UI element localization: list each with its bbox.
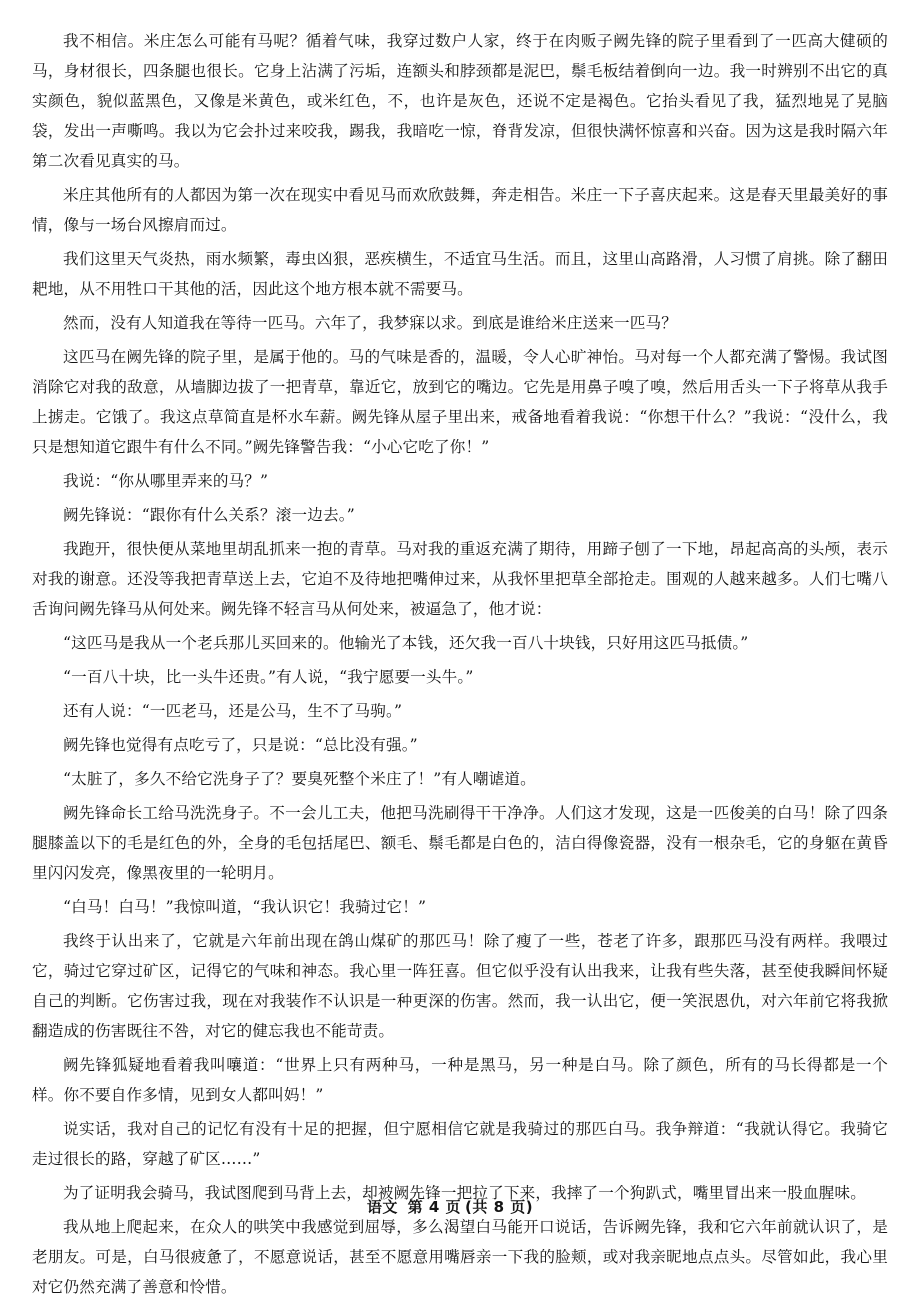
paragraph: 我说：“你从哪里弄来的马？”	[63, 472, 269, 490]
paragraph: 我从地上爬起来，在众人的哄笑中我感觉到屈辱，多么渴望白马能开口说话，告诉阙先锋，我和它六年前就认识了，是老朋友。可是，白马很疲惫了，不愿意说话，甚至不愿意用嘴唇亲一下我的脸颊，或对我亲昵地点点头。尽管如此，我心里对它仍然充满了善意和怜惜。	[32, 1218, 888, 1296]
paragraph: 我跑开，很快便从菜地里胡乱抓来一抱的青草。马对我的重返充满了期待，用蹄子刨了一下地，昂起高高的头颅，表示对我的谢意。还没等我把青草送上去，它迫不及待地把嘴伸过来，从我怀里把草全部抢走。围观的人越来越多。人们七嘴八舌询问阙先锋马从何处来。阙先锋不轻言马从何处来，被逼急了，他才说：	[32, 540, 888, 618]
page-footer	[0, 1196, 900, 1217]
footer-subject: 语文	[366, 1198, 398, 1216]
paragraph: 还有人说：“一匹老马，还是公马，生不了马驹。”	[63, 702, 403, 720]
paragraph: “一百八十块，比一头牛还贵。”有人说，“我宁愿要一头牛。”	[63, 668, 474, 686]
paragraph: 阙先锋狐疑地看着我叫嚷道：“世界上只有两种马，一种是黑马，另一种是白马。除了颜色，所有的马长得都是一个样。你不要自作多情，见到女人都叫妈！”	[32, 1056, 888, 1104]
paragraph: “太脏了，多久不给它洗身子了？要臭死整个米庄了！”有人嘲谑道。	[63, 770, 536, 788]
footer-page-total: (共 8 页)	[465, 1198, 534, 1216]
paragraph: 我不相信。米庄怎么可能有马呢？循着气味，我穿过数户人家，终于在肉贩子阙先锋的院子里看到了一匹高大健硕的马，身材很长，四条腿也很长。它身上沾满了污垢，连额头和脖颈都是泥巴，鬃毛板结着倒向一边。我一时辨别不出它的真实颜色，貌似蓝黑色，又像是米黄色，或米红色，不，也许是灰色，还说不定是褐色。它抬头看见了我，猛烈地晃了晃脑袋，发出一声嘶鸣。我以为它会扑过来咬我，踢我，我暗吃一惊，脊背发凉，但很快满怀惊喜和兴奋。因为这是我时隔六年第二次看见真实的马。	[32, 32, 888, 170]
paragraph: 米庄其他所有的人都因为第一次在现实中看见马而欢欣鼓舞，奔走相告。米庄一下子喜庆起来。这是春天里最美好的事情，像与一场台风擦肩而过。	[32, 186, 888, 234]
paragraph: 说实话，我对自己的记忆有没有十足的把握，但宁愿相信它就是我骑过的那匹白马。我争辩道：“我就认得它。我骑它走过很长的路，穿越了矿区……”	[32, 1120, 888, 1168]
paragraph: 我终于认出来了，它就是六年前出现在鸽山煤矿的那匹马！除了瘦了一些，苍老了许多，跟那匹马没有两样。我喂过它，骑过它穿过矿区，记得它的气味和神态。我心里一阵狂喜。但它似乎没有认出我来，让我有些失落，甚至使我瞬间怀疑自己的判断。它伤害过我，现在对我装作不认识是一种更深的伤害。然而，我一认出它，便一笑泯恩仇，对六年前它将我掀翻造成的伤害既往不咎，对它的健忘我也不能苛责。	[32, 932, 888, 1040]
reading-passage	[32, 26, 888, 1306]
paragraph: 阙先锋说：“跟你有什么关系？滚一边去。”	[63, 506, 355, 524]
paragraph: 阙先锋命长工给马洗洗身子。不一会儿工夫，他把马洗刷得干干净净。人们这才发现，这是一匹俊美的白马！除了四条腿膝盖以下的毛是红色的外，全身的毛包括尾巴、额毛、鬃毛都是白色的，洁白得像瓷器，没有一根杂毛，它的身躯在黄昏里闪闪发亮，像黑夜里的一轮明月。	[32, 804, 888, 882]
paragraph: 然而，没有人知道我在等待一匹马。六年了，我梦寐以求。到底是谁给米庄送来一匹马？	[63, 314, 678, 332]
paragraph: 阙先锋也觉得有点吃亏了，只是说：“总比没有强。”	[63, 736, 418, 754]
paragraph: “这匹马是我从一个老兵那儿买回来的。他输光了本钱，还欠我一百八十块钱，只好用这匹马抵债。”	[63, 634, 749, 652]
paragraph: 我们这里天气炎热，雨水频繁，毒虫凶狠，恶疾横生，不适宜马生活。而且，这里山高路滑，人习惯了肩挑。除了翻田耙地，从不用牲口干其他的活，因此这个地方根本就不需要马。	[32, 250, 888, 298]
footer-page-number: 第 4 页	[407, 1198, 462, 1216]
paragraph: “白马！白马！”我惊叫道，“我认识它！我骑过它！”	[63, 898, 427, 916]
paragraph: 为了证明我会骑马，我试图爬到马背上去，却被阙先锋一把拉了下来，我摔了一个狗趴式，嘴里冒出来一股血腥味。	[63, 1184, 866, 1202]
paragraph: 这匹马在阙先锋的院子里，是属于他的。马的气味是香的，温暖，令人心旷神怡。马对每一个人都充满了警惕。我试图消除它对我的敌意，从墙脚边拔了一把青草，靠近它，放到它的嘴边。它先是用鼻子嗅了嗅，然后用舌头一下子将草从我手上掳走。它饿了。我这点草简直是杯水车薪。阙先锋从屋子里出来，戒备地看着我说：“你想干什么？”我说：“没什么，我只是想知道它跟牛有什么不同。”阙先锋警告我：“小心它吃了你！”	[32, 348, 888, 456]
